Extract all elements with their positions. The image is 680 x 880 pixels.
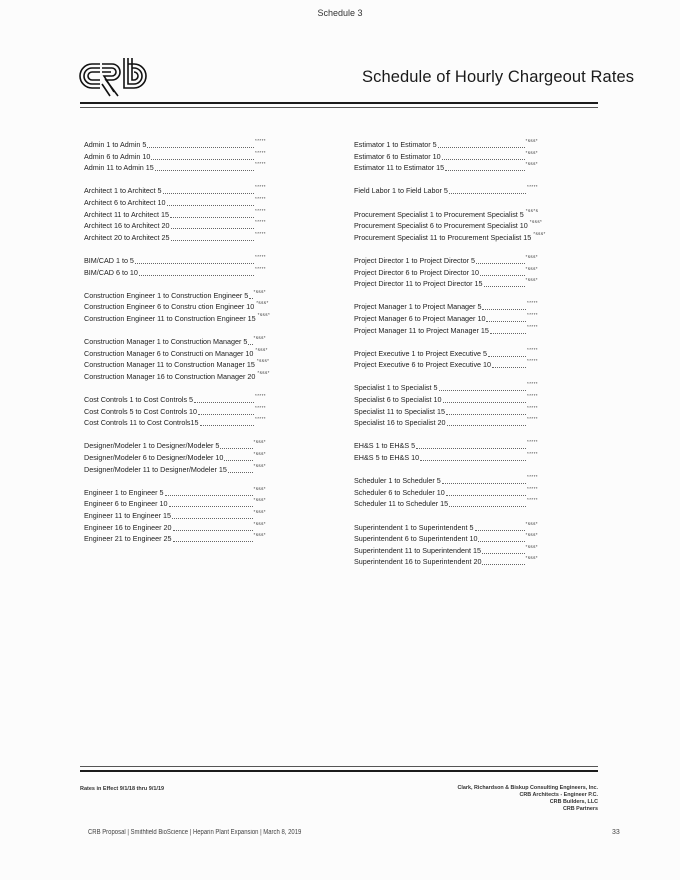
- rate-row: [354, 313, 538, 325]
- rate-value: *sss*: [256, 358, 270, 364]
- rate-label: Designer/Modeler 11 to Designer/Modeler 15: [84, 464, 227, 474]
- rate-group: [354, 185, 538, 197]
- rate-label: Estimator 1 to Estimator 5: [354, 140, 437, 149]
- dot-leader: [163, 185, 255, 194]
- rate-label: Specialist 6 to Specialist 10: [354, 395, 442, 405]
- rate-row: [354, 394, 538, 406]
- rate-row: [84, 220, 266, 232]
- rate-value: *sss*: [533, 230, 546, 236]
- dot-leader: [173, 533, 253, 542]
- rate-label: Construction Engineer 6 to Constru ction Engineer 10: [84, 302, 255, 312]
- dot-leader: [445, 162, 524, 171]
- dot-leader: [228, 464, 253, 473]
- dot-leader: [220, 440, 252, 449]
- company-name: CRB Partners: [562, 806, 598, 812]
- rates-right-column: [354, 138, 546, 580]
- rate-label: Admin 1 to Admin 5: [84, 140, 147, 149]
- rate-row: [84, 348, 266, 360]
- rate-value: *****: [527, 416, 538, 422]
- rate-label: Engineer 21 to Engineer 25: [84, 534, 172, 544]
- rate-group: [354, 475, 538, 510]
- dot-leader: [173, 522, 253, 531]
- rate-label: Architect 6 to Architect 10: [84, 197, 166, 207]
- rate-label: Superintendent 1 to Superintendent 5: [354, 522, 474, 532]
- rate-label: Project Manager 6 to Project Manager 10: [354, 313, 486, 323]
- rate-label: Superintendent 6 to Superintendent 10: [354, 534, 478, 544]
- rate-value: *****: [527, 358, 538, 364]
- company-name: Clark, Richardson & Biskup Consulting Engineers, Inc.: [457, 785, 598, 791]
- rate-label: BIM/CAD 6 to 10: [84, 267, 138, 277]
- rate-row: [354, 278, 538, 290]
- dot-leader: [442, 475, 526, 484]
- company-name: CRB Architects - Engineer P.C.: [519, 792, 598, 798]
- rate-row: [84, 417, 266, 429]
- rate-label: Engineer 16 to Engineer 20: [84, 522, 172, 532]
- rate-group: [354, 522, 538, 568]
- rate-value: *****: [255, 195, 266, 201]
- rate-label: Project Manager 11 to Project Manager 15: [354, 325, 489, 335]
- dot-leader: [249, 290, 252, 299]
- rate-value: *ss*s: [525, 207, 539, 213]
- rate-value: *****: [255, 207, 266, 213]
- rate-value: *****: [527, 404, 538, 410]
- rate-value: *sss*: [257, 369, 270, 375]
- rate-row: [84, 522, 266, 534]
- dot-leader: [490, 325, 526, 334]
- rate-row: [84, 464, 266, 476]
- rate-label: Engineer 11 to Engineer 15: [84, 511, 171, 520]
- rate-label: Estimator 6 to Estimator 10: [354, 151, 441, 161]
- rate-row: [84, 510, 266, 522]
- rate-value: *****: [527, 346, 538, 352]
- rate-row: [84, 311, 271, 325]
- rate-value: *sss*: [253, 451, 266, 457]
- schedule-label: Schedule 3: [317, 8, 363, 18]
- rate-value: *sss*: [525, 543, 538, 549]
- rate-row: [354, 498, 538, 510]
- dot-leader: [420, 452, 526, 461]
- rate-value: *sss*: [257, 311, 271, 317]
- rates-effective-note: Rates in Effect 9/1/18 thru 9/1/19: [80, 786, 165, 792]
- rate-row: [354, 255, 538, 267]
- rate-row: [354, 185, 538, 197]
- rate-label: Construction Engineer 1 to Construction Engineer 5: [84, 290, 249, 300]
- rate-value: *****: [255, 404, 266, 410]
- rate-value: *****: [255, 149, 266, 155]
- rate-group: [84, 440, 266, 475]
- rate-label: Project Director 6 to Project Director 10: [354, 267, 480, 277]
- dot-leader: [248, 336, 252, 345]
- dot-leader: [482, 301, 526, 310]
- rate-group: [354, 139, 538, 174]
- rate-group: [84, 487, 266, 545]
- rate-label: Project Director 1 to Project Director 5: [354, 255, 476, 265]
- rate-label: Specialist 16 to Specialist 20: [354, 418, 446, 428]
- dot-leader: [147, 139, 254, 148]
- rate-label: Superintendent 16 to Superintendent 20: [354, 557, 482, 567]
- dot-leader: [198, 406, 254, 415]
- dot-leader: [171, 220, 255, 229]
- rate-row: [354, 219, 543, 232]
- rate-label: Admin 6 to Admin 10: [84, 151, 151, 161]
- rate-row: [354, 162, 538, 174]
- rate-row: [84, 336, 266, 348]
- rate-value: *****: [255, 393, 266, 399]
- rate-group: [84, 185, 266, 243]
- rate-value: *****: [255, 161, 266, 167]
- rate-label: Cost Controls 5 to Cost Controls 10: [84, 406, 198, 416]
- rate-value: *sss*: [525, 532, 538, 538]
- dot-leader: [484, 278, 525, 287]
- dot-leader: [492, 359, 526, 368]
- rate-label: Estimator 11 to Estimator 15: [354, 163, 445, 173]
- rate-value: *sss*: [253, 485, 266, 491]
- rate-label: Engineer 1 to Engineer 5: [84, 487, 164, 497]
- rate-label: Specialist 1 to Specialist 5: [354, 383, 438, 393]
- dot-leader: [438, 139, 525, 148]
- dot-leader: [224, 452, 252, 461]
- rate-value: *****: [527, 300, 538, 306]
- rate-group: [354, 348, 538, 371]
- rate-value: *sss*: [525, 520, 538, 526]
- dot-leader: [442, 151, 525, 160]
- document-footer: CRB Proposal | Smithfield BioScience | Heparin Plant Expansion | March 8, 2019: [88, 829, 302, 836]
- dot-leader: [135, 255, 254, 264]
- rate-value: *sss*: [253, 497, 266, 503]
- rate-value: *****: [255, 416, 266, 422]
- rate-value: *****: [527, 381, 538, 387]
- company-name: CRB Builders, LLC: [549, 799, 598, 805]
- rate-value: *****: [527, 497, 538, 503]
- rate-row: [354, 556, 538, 568]
- dot-leader: [443, 394, 527, 403]
- page-number: 33: [612, 829, 620, 836]
- dot-leader: [446, 406, 526, 415]
- rate-group: [354, 440, 538, 463]
- page-title: Schedule of Hourly Chargeout Rates: [362, 68, 635, 86]
- rate-value: *****: [527, 184, 538, 190]
- rate-row: [84, 255, 266, 267]
- rate-value: *****: [255, 184, 266, 190]
- rate-label: Cost Controls 11 to Cost Controls15: [84, 418, 199, 428]
- rate-row: [84, 452, 266, 464]
- rate-row: [84, 209, 266, 221]
- rate-value: *****: [527, 485, 538, 491]
- rate-value: *sss*: [525, 161, 538, 167]
- rate-row: [354, 533, 538, 545]
- rate-label: Scheduler 11 to Scheduler 15: [354, 499, 449, 509]
- dot-leader: [151, 151, 254, 160]
- rate-value: *sss*: [253, 509, 266, 514]
- rate-value: *sss*: [529, 219, 543, 225]
- rate-row: [354, 452, 538, 464]
- rate-label: Cost Controls 1 to Cost Controls 5: [84, 395, 194, 405]
- rate-label: Engineer 6 to Engineer 10: [84, 499, 168, 509]
- dot-leader: [170, 209, 254, 218]
- rate-label: Construction Manager 16 to Construction Manager 20: [84, 371, 256, 381]
- rate-row: [354, 440, 538, 452]
- rate-row: [84, 358, 270, 371]
- rate-value: *****: [527, 311, 538, 317]
- rate-row: [84, 197, 266, 209]
- rate-row: [84, 406, 266, 418]
- dot-leader: [194, 394, 254, 403]
- rate-value: *sss*: [253, 462, 266, 468]
- dot-leader: [475, 522, 525, 531]
- rate-label: Construction Manager 1 to Construction Manager 5: [84, 337, 248, 347]
- rate-row: [354, 325, 538, 337]
- rate-value: *****: [255, 138, 266, 143]
- rate-label: Admin 11 to Admin 15: [84, 163, 154, 173]
- rate-group: [354, 255, 538, 290]
- rate-label: Procurement Specialist 6 to Procurement Specialist 10: [354, 221, 528, 231]
- rate-row: [84, 232, 266, 244]
- company-list: [458, 785, 598, 813]
- rate-row: [84, 290, 266, 302]
- rate-value: *sss*: [253, 439, 266, 445]
- dot-leader: [155, 162, 254, 171]
- rate-value: *****: [527, 323, 538, 329]
- rate-row: [84, 533, 266, 545]
- rate-row: [354, 487, 538, 499]
- dot-leader: [172, 510, 253, 519]
- rate-row: [84, 151, 266, 163]
- rate-label: Construction Engineer 11 to Construction Engineer 15: [84, 313, 256, 323]
- dot-leader: [482, 556, 524, 565]
- rate-row: [354, 359, 538, 371]
- rate-row: [84, 267, 266, 279]
- rate-label: Architect 16 to Architect 20: [84, 221, 170, 231]
- dot-leader: [439, 382, 527, 391]
- rate-label: Designer/Modeler 1 to Designer/Modeler 5: [84, 441, 220, 451]
- rate-row: [354, 348, 538, 360]
- rate-row: [354, 382, 538, 394]
- rate-row: [354, 475, 538, 487]
- rate-group: [84, 394, 266, 429]
- rate-label: BIM/CAD 1 to 5: [84, 255, 134, 265]
- rate-label: Designer/Modeler 6 to Designer/Modeler 10: [84, 453, 224, 463]
- dot-leader: [449, 185, 526, 194]
- rate-label: Architect 11 to Architect 15: [84, 209, 169, 219]
- dot-leader: [447, 417, 527, 426]
- footer-rule-thick: [80, 770, 598, 772]
- dot-leader: [200, 417, 255, 426]
- dot-leader: [446, 487, 526, 496]
- rate-label: Construction Manager 6 to Constructi on Manager 10: [84, 348, 254, 358]
- rate-row: [84, 139, 266, 151]
- dot-leader: [486, 313, 526, 322]
- rate-row: [354, 139, 538, 151]
- dot-leader: [476, 255, 525, 264]
- rate-label: Procurement Specialist 1 to Procurement Specialist 5: [354, 209, 524, 219]
- rate-group: [354, 382, 538, 428]
- rate-group: [354, 207, 546, 244]
- rate-label: Procurement Specialist 11 to Procurement Specialist 15: [354, 232, 532, 242]
- rate-label: Project Executive 1 to Project Executive 5: [354, 348, 488, 358]
- rate-label: Construction Manager 11 to Construction Manager 15: [84, 360, 255, 370]
- rate-row: [84, 394, 266, 406]
- rate-label: Project Manager 1 to Project Manager 5: [354, 302, 482, 312]
- rate-row: [84, 498, 266, 510]
- rate-value: *****: [255, 219, 266, 225]
- rate-row: [84, 162, 266, 174]
- rate-row: [354, 209, 538, 221]
- dot-leader: [482, 545, 525, 554]
- rate-row: [354, 417, 538, 429]
- rate-label: EH&S 5 to EH&S 10: [354, 453, 420, 463]
- rate-row: [354, 151, 538, 163]
- rate-label: Project Executive 6 to Project Executive 10: [354, 360, 492, 370]
- rate-value: *sss*: [525, 149, 538, 155]
- rate-value: *****: [527, 474, 538, 480]
- rate-label: Project Director 11 to Project Director 15: [354, 279, 483, 289]
- rate-value: *sss*: [525, 265, 538, 271]
- rate-row: [84, 440, 266, 452]
- dot-leader: [488, 348, 526, 357]
- rate-value: *sss*: [253, 520, 266, 526]
- crb-logo: [78, 56, 152, 100]
- rate-value: *sss*: [525, 555, 538, 561]
- header-rule-thin: [80, 107, 598, 108]
- header-rule-thick: [80, 102, 598, 104]
- rate-value: *sss*: [253, 335, 266, 341]
- rate-value: *sss*: [256, 300, 269, 306]
- rate-value: *sss*: [255, 346, 268, 352]
- rate-group: [84, 255, 266, 278]
- rate-group: [354, 301, 538, 336]
- rate-value: *sss*: [253, 288, 266, 294]
- rate-value: *sss*: [525, 253, 538, 259]
- rate-value: *****: [255, 253, 266, 259]
- rate-row: [354, 545, 538, 557]
- rate-value: *****: [255, 265, 266, 271]
- rate-value: *sss*: [525, 138, 538, 143]
- rate-row: [354, 267, 538, 279]
- rate-value: *sss*: [525, 277, 538, 283]
- rate-value: *****: [527, 439, 538, 445]
- rate-row: [354, 406, 538, 418]
- rate-label: Field Labor 1 to Field Labor 5: [354, 186, 448, 196]
- rate-row: [84, 185, 266, 197]
- rate-value: *****: [527, 451, 538, 457]
- dot-leader: [165, 487, 253, 496]
- dot-leader: [478, 533, 524, 542]
- rate-group: [84, 139, 266, 174]
- rate-label: Specialist 11 to Specialist 15: [354, 406, 445, 416]
- rate-group: [84, 335, 270, 382]
- rate-row: [84, 300, 269, 313]
- rate-value: *****: [255, 230, 266, 236]
- rate-label: Scheduler 1 to Scheduler 5: [354, 476, 441, 486]
- dot-leader: [167, 197, 255, 206]
- dot-leader: [169, 498, 253, 507]
- rate-row: [354, 230, 546, 244]
- rate-row: [84, 487, 266, 499]
- dot-leader: [139, 267, 254, 276]
- rate-value: *sss*: [253, 532, 266, 538]
- dot-leader: [480, 267, 525, 276]
- footer-rule-thin: [80, 766, 598, 767]
- dot-leader: [449, 498, 526, 507]
- dot-leader: [416, 440, 526, 449]
- rate-label: Architect 20 to Architect 25: [84, 232, 170, 242]
- rate-label: Superintendent 11 to Superintendent 15: [354, 545, 481, 555]
- rate-group: [84, 288, 271, 325]
- rate-row: [354, 301, 538, 313]
- rate-row: [354, 522, 538, 534]
- dot-leader: [171, 232, 255, 241]
- rate-label: Scheduler 6 to Scheduler 10: [354, 487, 445, 497]
- rates-left-column: [84, 138, 271, 556]
- rate-value: *****: [527, 393, 538, 399]
- rate-row: [84, 369, 270, 383]
- rate-label: Architect 1 to Architect 5: [84, 186, 162, 196]
- rate-label: EH&S 1 to EH&S 5: [354, 441, 416, 451]
